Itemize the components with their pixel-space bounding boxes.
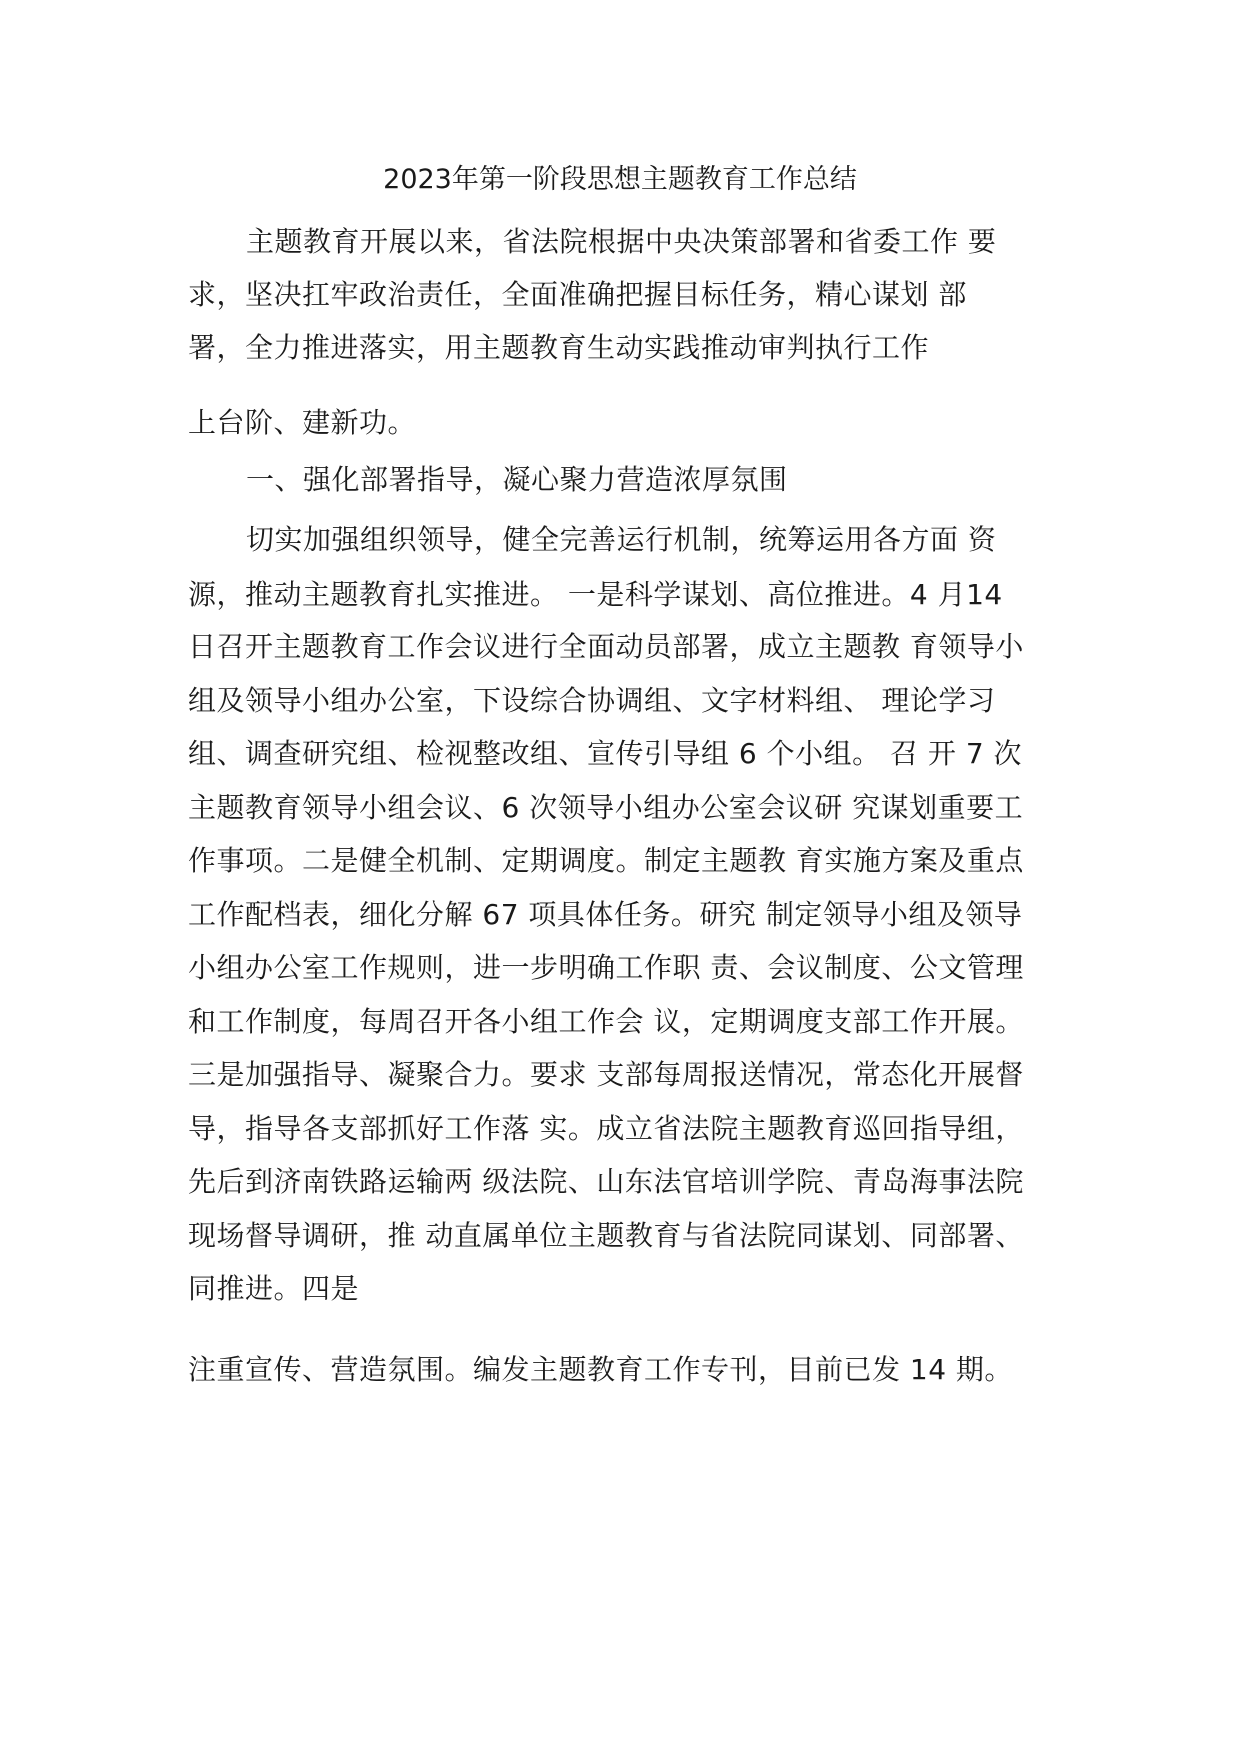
body-line-1: 主题教育开展以来，省法院根据中央决策部署和省委工作 要 [246,225,997,258]
body-line-12: 作事项。二是健全机制、定期调度。制定主题教 育实施方案及重点 [188,844,1024,877]
body-line-9: 组及领导小组办公室，下设综合协调组、文字材料组、 理论学习 [188,684,996,717]
body-line-14: 小组办公室工作规则，进一步明确工作职 责、会议制度、公文管理 [188,951,1024,984]
body-line-20: 同推进。四是 [188,1272,360,1305]
body-line-19: 现场督导调研，推 动直属单位主题教育与省法院同谋划、同部署、 [188,1219,1024,1252]
section-heading-1: 一、强化部署指导，凝心聚力营造浓厚氛围 [246,463,788,496]
body-line-7: 源，推动主题教育扎实推进。 一是科学谋划、高位推进。4 月14 [188,578,1003,611]
document-title: 2023年第一阶段思想主题教育工作总结 [383,164,857,195]
body-line-13: 工作配档表，细化分解 67 项具体任务。研究 制定领导小组及领导 [188,898,1023,931]
body-line-6: 切实加强组织领导，健全完善运行机制，统筹运用各方面 资 [246,523,997,556]
body-line-11: 主题教育领导小组会议、6 次领导小组办公室会议研 究谋划重要工 [188,791,1024,824]
body-line-15: 和工作制度，每周召开各小组工作会 议，定期调度支部工作开展。 [188,1005,1024,1038]
body-line-18: 先后到济南铁路运输两 级法院、山东法官培训学院、青岛海事法院 [188,1165,1024,1198]
body-line-2: 求，坚决扛牢政治责任，全面准确把握目标任务，精心谋划 部 [188,278,967,311]
body-line-16: 三是加强指导、凝聚合力。要求 支部每周报送情况，常态化开展督 [188,1058,1024,1091]
body-line-4: 上台阶、建新功。 [188,406,417,439]
body-line-10: 组、调查研究组、检视整改组、宣传引导组 6 个小组。 召 开 7 次 [188,737,1023,770]
body-line-8: 日召开主题教育工作会议进行全面动员部署，成立主题教 育领导小 [188,630,1024,663]
body-line-3: 署，全力推进落实，用主题教育生动实践推动审判执行工作 [188,331,930,364]
body-line-17: 导，指导各支部抓好工作落 实。成立省法院主题教育巡回指导组， [188,1112,1024,1145]
body-line-21: 注重宣传、营造氛围。编发主题教育工作专刊，目前已发 14 期。 [188,1353,1013,1386]
